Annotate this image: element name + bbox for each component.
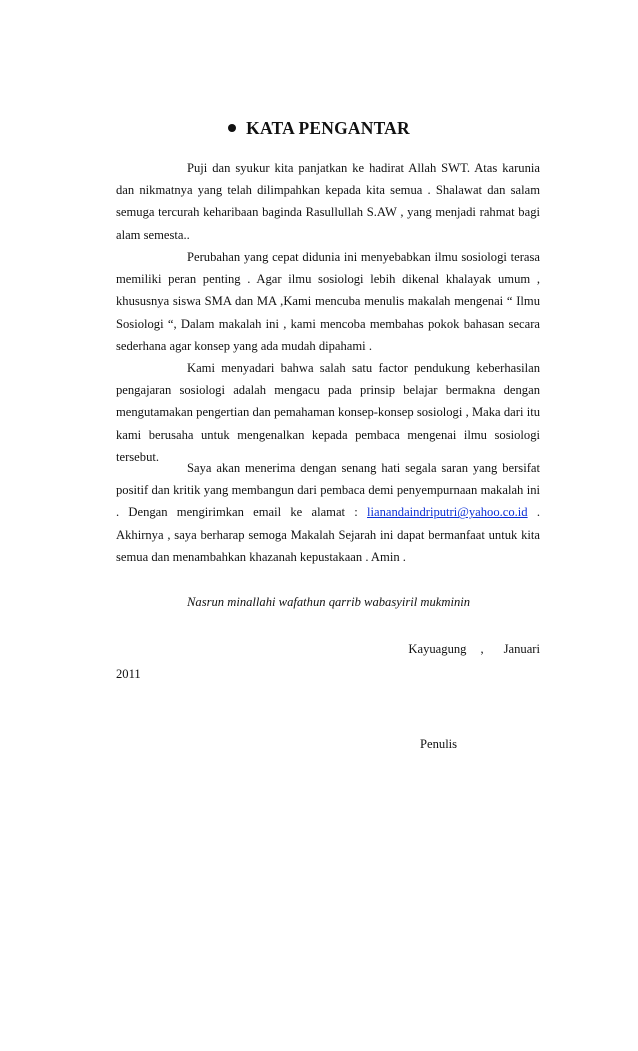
author-signature: Penulis [420,737,458,751]
year: 2011 [116,667,141,681]
closing-phrase: Nasrun minallahi wafathun qarrib wabasyiril mukminin [187,595,471,609]
title-text: KATA PENGANTAR [246,118,410,138]
paragraph-3: Kami menyadari bahwa salah satu factor pendukung keberhasilan pengajaran sosiologi adalah mengacu pada prinsip belajar bermakna dengan mengutamakan pengertian dan pemahaman konsep-konsep sosiologi , Maka dari itu kami berusaha untuk mengenalkan kepada pembaca mengenai ilmu sosiologi tersebut. [116,361,540,464]
month: Januari [503,642,540,656]
date-separator: , [480,642,484,656]
email-link[interactable]: lianandaindriputri@yahoo.co.id [367,505,528,520]
paragraph-4-text-b: . Akhirnya , saya berharap semoga Makalah Sejarah ini dapat bermanfaat untuk kita semua dan menambahkan khazanah kepustakaan . Amin . [116,505,540,564]
paragraph-1: Puji dan syukur kita panjatkan ke hadirat Allah SWT. Atas karunia dan nikmatnya yang telah dilimpahkan kepada kita semua . Shalawat dan salam semuga tercurah keharibaan baginda Rasullullah S.AW , yang menjadi rahmat bagi alam semesta.. [116,161,540,242]
paragraph-2: Perubahan yang cepat didunia ini menyebabkan ilmu sosiologi terasa memiliki peran penting . Agar ilmu sosiologi lebih dikenal khalayak umum , khususnya siswa SMA dan MA ,Kami mencuba menulis makalah mengenai “ Ilmu Sosiologi “, Dalam makalah ini , kami mencoba membahas pokok bahasan secara sederhana agar konsep yang ada mudah dipahami . [116,250,540,353]
place: Kayuagung [408,642,467,656]
place-date [116,637,540,687]
document-title [0,118,638,139]
paragraph-4-text-a: Saya akan menerima dengan senang hati segala saran yang bersifat positif dan kritik yang membangun dari pembaca demi penyempurnaan makalah ini . Dengan mengirimkan email ke alamat : [116,461,540,520]
paragraph-4 [116,457,540,568]
bullet-icon [228,124,236,132]
